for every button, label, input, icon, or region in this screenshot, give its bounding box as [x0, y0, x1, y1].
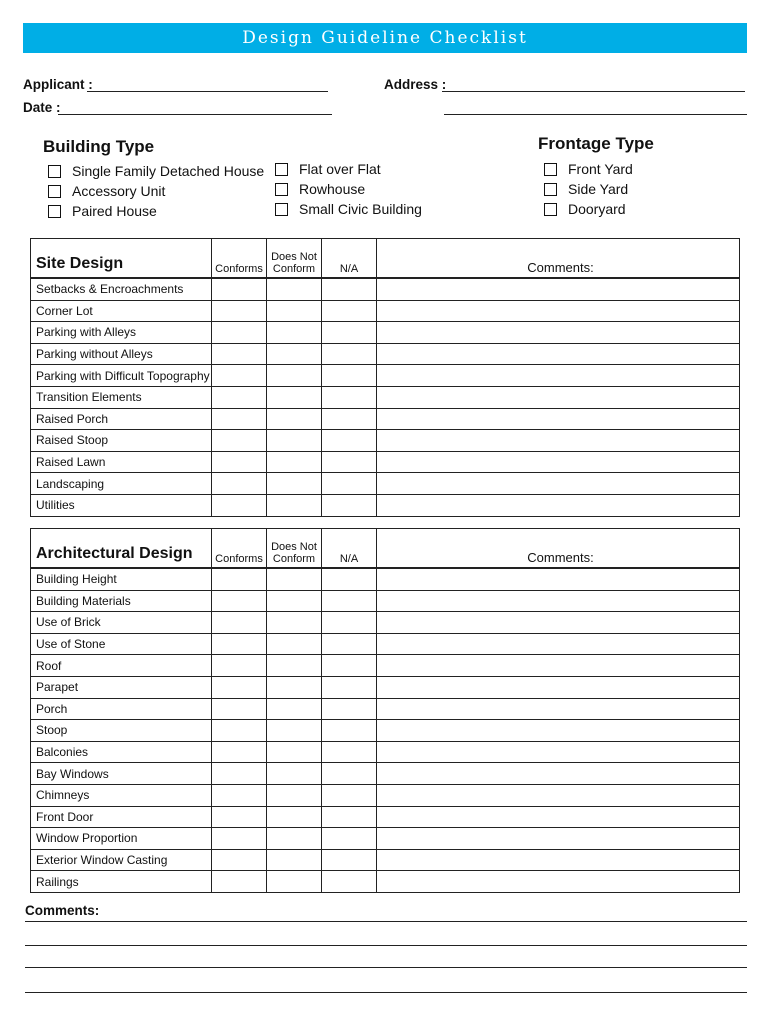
checkbox-rowhouse[interactable]: Rowhouse — [275, 179, 422, 199]
checkbox-dooryard[interactable]: Dooryard — [544, 199, 633, 219]
row-label: Parking without Alleys — [31, 343, 212, 365]
na-cell[interactable] — [322, 806, 377, 828]
checkbox-icon[interactable] — [275, 203, 288, 216]
does-not-conform-cell[interactable] — [267, 494, 322, 516]
table-row — [31, 784, 740, 806]
does-not-conform-cell[interactable] — [267, 278, 322, 300]
does-not-conform-cell[interactable] — [267, 676, 322, 698]
conforms-cell[interactable] — [212, 300, 267, 322]
comments-cell[interactable] — [377, 871, 740, 893]
comments-cell[interactable] — [377, 806, 740, 828]
na-cell[interactable] — [322, 828, 377, 850]
table-row — [31, 676, 740, 698]
row-label: Railings — [31, 871, 212, 893]
row-label: Transition Elements — [31, 386, 212, 408]
conforms-cell[interactable] — [212, 806, 267, 828]
na-cell[interactable] — [322, 408, 377, 430]
na-cell[interactable] — [322, 451, 377, 473]
conforms-cell[interactable] — [212, 408, 267, 430]
comments-cell[interactable] — [377, 741, 740, 763]
conforms-cell[interactable] — [212, 763, 267, 785]
site-design-header — [31, 239, 740, 279]
comments-line-1[interactable] — [25, 921, 747, 922]
architectural-design-title: Architectural Design — [31, 529, 212, 569]
na-cell[interactable] — [322, 568, 377, 590]
comments-cell[interactable] — [377, 676, 740, 698]
does-not-conform-cell[interactable] — [267, 741, 322, 763]
row-label: Use of Stone — [31, 633, 212, 655]
na-cell[interactable] — [322, 720, 377, 742]
row-label: Bay Windows — [31, 763, 212, 785]
table-row — [31, 612, 740, 634]
na-cell[interactable] — [322, 849, 377, 871]
building-type-col2 — [275, 159, 422, 219]
conforms-cell[interactable] — [212, 473, 267, 495]
na-cell[interactable] — [322, 365, 377, 387]
table-row — [31, 430, 740, 452]
comments-cell[interactable] — [377, 473, 740, 495]
col-na: N/A — [322, 239, 377, 279]
conforms-cell[interactable] — [212, 343, 267, 365]
table-row — [31, 763, 740, 785]
conforms-cell[interactable] — [212, 365, 267, 387]
row-label: Parking with Difficult Topography — [31, 365, 212, 387]
does-not-conform-cell[interactable] — [267, 871, 322, 893]
comments-cell[interactable] — [377, 430, 740, 452]
row-label: Roof — [31, 655, 212, 677]
does-not-conform-cell[interactable] — [267, 408, 322, 430]
table-row — [31, 698, 740, 720]
site-design-table — [30, 238, 740, 517]
na-cell[interactable] — [322, 473, 377, 495]
checkbox-front-yard[interactable]: Front Yard — [544, 159, 633, 179]
does-not-conform-cell[interactable] — [267, 386, 322, 408]
row-label: Raised Porch — [31, 408, 212, 430]
address-label: Address : — [384, 77, 447, 92]
checkbox-icon[interactable] — [544, 183, 557, 196]
conforms-cell[interactable] — [212, 633, 267, 655]
site-design-title: Site Design — [31, 239, 212, 279]
does-not-conform-cell[interactable] — [267, 430, 322, 452]
table-row — [31, 278, 740, 300]
conforms-cell[interactable] — [212, 828, 267, 850]
comments-cell[interactable] — [377, 451, 740, 473]
does-not-conform-cell[interactable] — [267, 849, 322, 871]
does-not-conform-cell[interactable] — [267, 365, 322, 387]
table-row — [31, 633, 740, 655]
row-label: Parking with Alleys — [31, 322, 212, 344]
does-not-conform-cell[interactable] — [267, 806, 322, 828]
na-cell[interactable] — [322, 871, 377, 893]
comments-cell[interactable] — [377, 408, 740, 430]
col-conforms: Conforms — [212, 239, 267, 279]
date-label: Date : — [23, 100, 61, 115]
row-label: Window Proportion — [31, 828, 212, 850]
conforms-cell[interactable] — [212, 871, 267, 893]
does-not-conform-cell[interactable] — [267, 300, 322, 322]
comments-label: Comments: — [25, 903, 100, 918]
does-not-conform-cell[interactable] — [267, 612, 322, 634]
table-row — [31, 343, 740, 365]
comments-cell[interactable] — [377, 828, 740, 850]
address-field-line-2[interactable] — [444, 114, 747, 115]
checkbox-icon[interactable] — [48, 185, 61, 198]
comments-cell[interactable] — [377, 494, 740, 516]
checkbox-icon[interactable] — [275, 163, 288, 176]
conforms-cell[interactable] — [212, 590, 267, 612]
col-na: N/A — [322, 529, 377, 569]
checkbox-icon[interactable] — [544, 203, 557, 216]
conforms-cell[interactable] — [212, 494, 267, 516]
row-label: Chimneys — [31, 784, 212, 806]
architectural-design-header — [31, 529, 740, 569]
row-label: Use of Brick — [31, 612, 212, 634]
row-label: Building Height — [31, 568, 212, 590]
table-row — [31, 741, 740, 763]
comments-cell[interactable] — [377, 612, 740, 634]
comments-cell[interactable] — [377, 300, 740, 322]
table-row — [31, 871, 740, 893]
checkbox-accessory-unit[interactable]: Accessory Unit — [48, 181, 264, 201]
table-row — [31, 494, 740, 516]
architectural-design-table — [30, 528, 740, 893]
does-not-conform-cell[interactable] — [267, 322, 322, 344]
checkbox-icon[interactable] — [48, 205, 61, 218]
does-not-conform-cell[interactable] — [267, 828, 322, 850]
comments-cell[interactable] — [377, 849, 740, 871]
page-title: Design Guideline Checklist — [23, 23, 747, 53]
table-row — [31, 322, 740, 344]
na-cell[interactable] — [322, 633, 377, 655]
comments-cell[interactable] — [377, 322, 740, 344]
comments-cell[interactable] — [377, 655, 740, 677]
checkbox-icon[interactable] — [544, 163, 557, 176]
checkbox-flat-over-flat[interactable]: Flat over Flat — [275, 159, 422, 179]
conforms-cell[interactable] — [212, 386, 267, 408]
comments-cell[interactable] — [377, 386, 740, 408]
table-row — [31, 451, 740, 473]
does-not-conform-cell[interactable] — [267, 698, 322, 720]
conforms-cell[interactable] — [212, 612, 267, 634]
comments-cell[interactable] — [377, 278, 740, 300]
row-label: Landscaping — [31, 473, 212, 495]
table-row — [31, 849, 740, 871]
does-not-conform-cell[interactable] — [267, 343, 322, 365]
na-cell[interactable] — [322, 300, 377, 322]
conforms-cell[interactable] — [212, 849, 267, 871]
does-not-conform-cell[interactable] — [267, 451, 322, 473]
comments-line-2[interactable] — [25, 945, 747, 946]
comments-cell[interactable] — [377, 568, 740, 590]
na-cell[interactable] — [322, 322, 377, 344]
does-not-conform-cell[interactable] — [267, 568, 322, 590]
does-not-conform-cell[interactable] — [267, 473, 322, 495]
comments-cell[interactable] — [377, 365, 740, 387]
row-label: Building Materials — [31, 590, 212, 612]
na-cell[interactable] — [322, 430, 377, 452]
comments-cell[interactable] — [377, 590, 740, 612]
does-not-conform-cell[interactable] — [267, 655, 322, 677]
row-label: Porch — [31, 698, 212, 720]
does-not-conform-cell[interactable] — [267, 633, 322, 655]
row-label: Parapet — [31, 676, 212, 698]
conforms-cell[interactable] — [212, 278, 267, 300]
comments-cell[interactable] — [377, 720, 740, 742]
checkbox-small-civic[interactable]: Small Civic Building — [275, 199, 422, 219]
table-row — [31, 720, 740, 742]
conforms-cell[interactable] — [212, 655, 267, 677]
table-row — [31, 655, 740, 677]
row-label: Corner Lot — [31, 300, 212, 322]
conforms-cell[interactable] — [212, 676, 267, 698]
row-label: Raised Stoop — [31, 430, 212, 452]
applicant-field[interactable] — [87, 91, 328, 92]
col-comments: Comments: — [377, 529, 740, 569]
table-row — [31, 473, 740, 495]
conforms-cell[interactable] — [212, 698, 267, 720]
checkbox-icon[interactable] — [275, 183, 288, 196]
checkbox-icon[interactable] — [48, 165, 61, 178]
table-row — [31, 386, 740, 408]
na-cell[interactable] — [322, 386, 377, 408]
comments-line-4[interactable] — [25, 992, 747, 993]
col-comments: Comments: — [377, 239, 740, 279]
table-row — [31, 408, 740, 430]
row-label: Raised Lawn — [31, 451, 212, 473]
row-label: Utilities — [31, 494, 212, 516]
row-label: Front Door — [31, 806, 212, 828]
building-type-col1 — [48, 161, 264, 221]
conforms-cell[interactable] — [212, 451, 267, 473]
table-row — [31, 568, 740, 590]
comments-cell[interactable] — [377, 698, 740, 720]
na-cell[interactable] — [322, 278, 377, 300]
conforms-cell[interactable] — [212, 720, 267, 742]
na-cell[interactable] — [322, 784, 377, 806]
comments-cell[interactable] — [377, 763, 740, 785]
col-does-not-conform: Does Not Conform — [267, 239, 322, 279]
row-label: Stoop — [31, 720, 212, 742]
does-not-conform-cell[interactable] — [267, 590, 322, 612]
conforms-cell[interactable] — [212, 430, 267, 452]
row-label: Balconies — [31, 741, 212, 763]
na-cell[interactable] — [322, 612, 377, 634]
na-cell[interactable] — [322, 494, 377, 516]
does-not-conform-cell[interactable] — [267, 763, 322, 785]
table-row — [31, 590, 740, 612]
conforms-cell[interactable] — [212, 568, 267, 590]
na-cell[interactable] — [322, 676, 377, 698]
conforms-cell[interactable] — [212, 784, 267, 806]
table-row — [31, 365, 740, 387]
comments-cell[interactable] — [377, 633, 740, 655]
comments-cell[interactable] — [377, 784, 740, 806]
comments-cell[interactable] — [377, 343, 740, 365]
col-does-not-conform: Does Not Conform — [267, 529, 322, 569]
row-label: Setbacks & Encroachments — [31, 278, 212, 300]
table-row — [31, 828, 740, 850]
na-cell[interactable] — [322, 655, 377, 677]
na-cell[interactable] — [322, 590, 377, 612]
na-cell[interactable] — [322, 763, 377, 785]
na-cell[interactable] — [322, 741, 377, 763]
table-row — [31, 300, 740, 322]
checkbox-paired-house[interactable]: Paired House — [48, 201, 264, 221]
col-conforms: Conforms — [212, 529, 267, 569]
checkbox-single-family[interactable]: Single Family Detached House — [48, 161, 264, 181]
conforms-cell[interactable] — [212, 322, 267, 344]
comments-line-3[interactable] — [25, 967, 747, 968]
address-field[interactable] — [442, 91, 745, 92]
frontage-type-list — [544, 159, 633, 219]
does-not-conform-cell[interactable] — [267, 720, 322, 742]
does-not-conform-cell[interactable] — [267, 784, 322, 806]
checkbox-side-yard[interactable]: Side Yard — [544, 179, 633, 199]
row-label: Exterior Window Casting — [31, 849, 212, 871]
date-field[interactable] — [58, 114, 332, 115]
frontage-type-title: Frontage Type — [538, 134, 654, 153]
na-cell[interactable] — [322, 343, 377, 365]
table-row — [31, 806, 740, 828]
na-cell[interactable] — [322, 698, 377, 720]
building-type-title: Building Type — [43, 137, 155, 156]
applicant-label: Applicant : — [23, 77, 93, 92]
conforms-cell[interactable] — [212, 741, 267, 763]
